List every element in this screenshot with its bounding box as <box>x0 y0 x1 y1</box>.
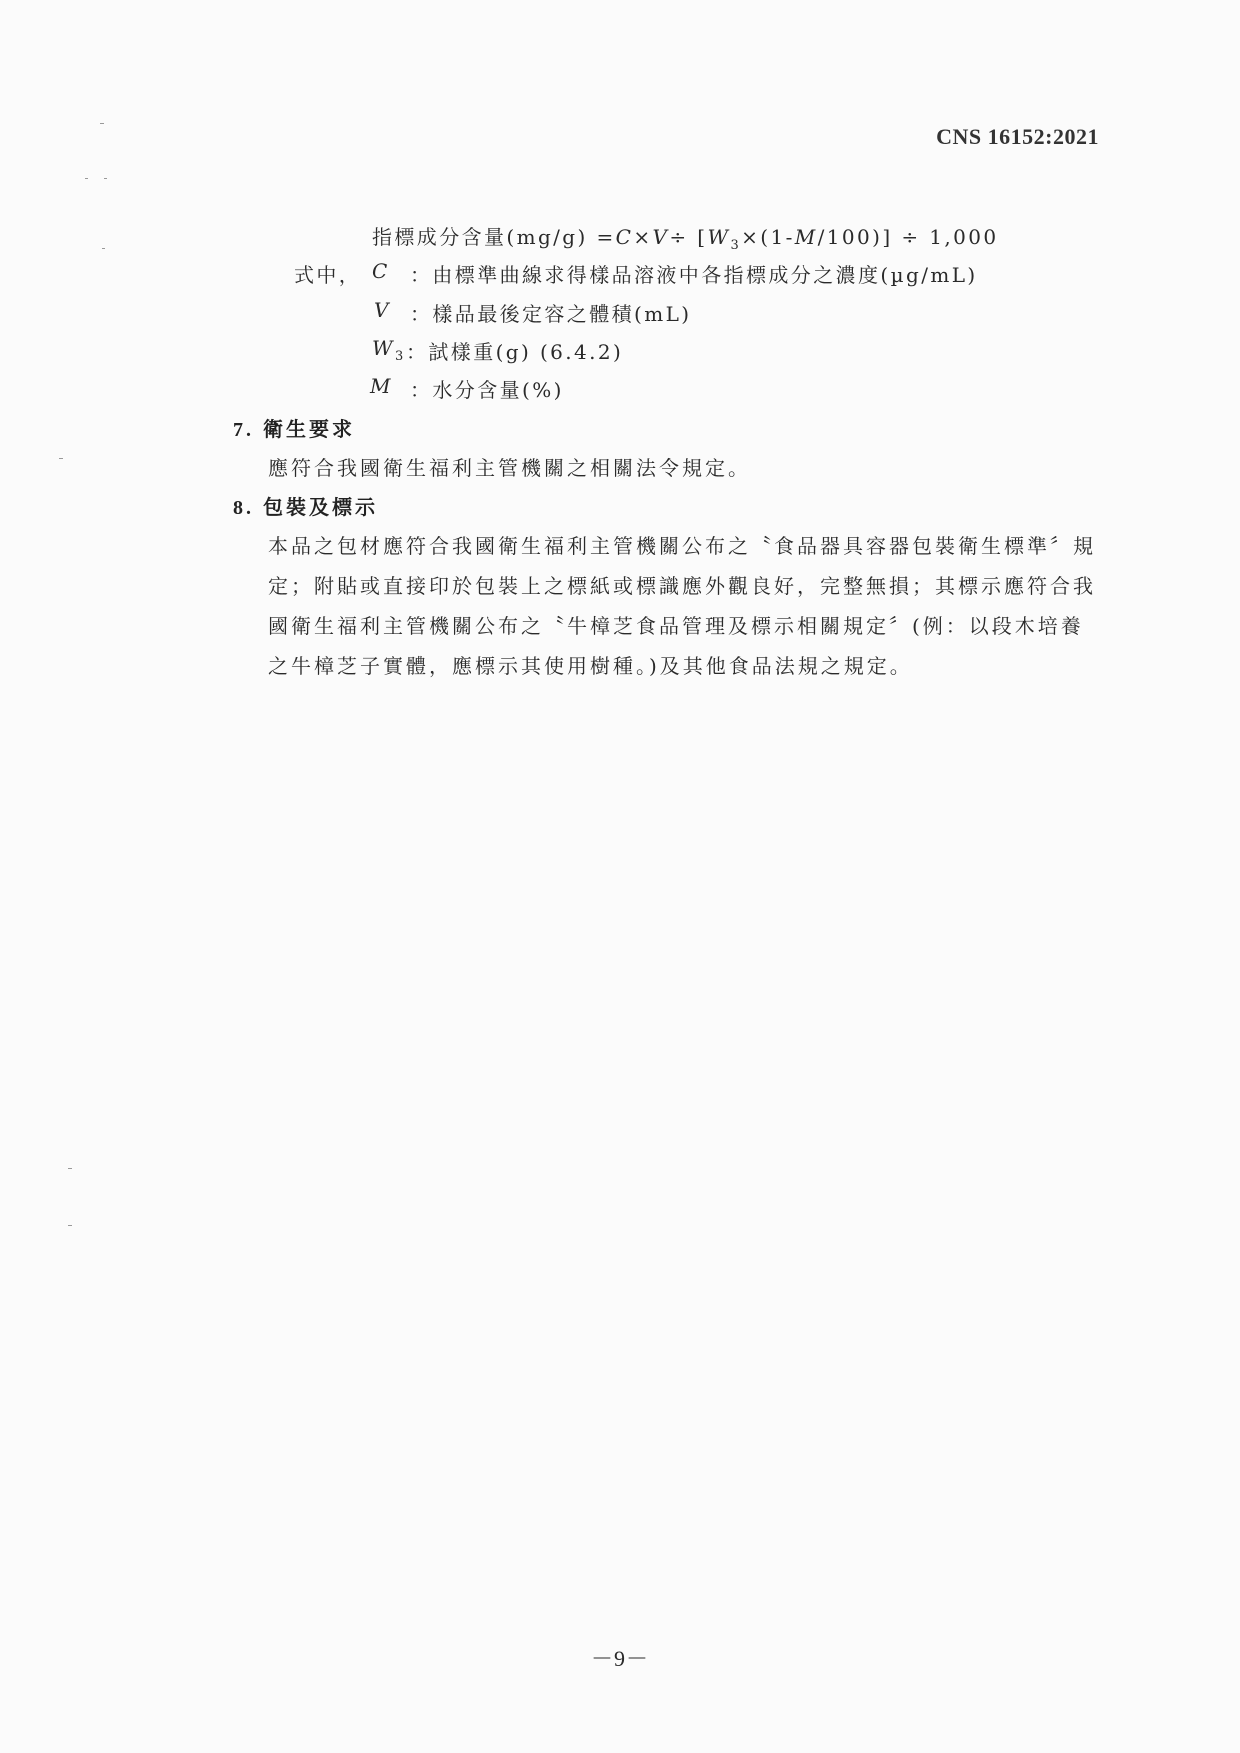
scan-speck <box>68 1168 72 1169</box>
section-heading-8 <box>233 491 378 520</box>
scan-speck <box>85 178 88 179</box>
section-body-line: 定；附貼或直接印於包裝上之標紙或標識應外觀良好，完整無損；其標示應符合我 <box>268 574 1096 598</box>
page-number: －9－ <box>590 1646 649 1671</box>
scan-speck <box>100 123 104 124</box>
where-row-c <box>0 259 1240 289</box>
formula-symbol-c: C <box>615 225 634 249</box>
formula-line <box>372 221 999 253</box>
section-body-line: 國衛生福利主管機關公布之〝牛樟芝食品管理及標示相關規定〞(例：以段木培養 <box>268 614 1084 638</box>
where-symbol: V <box>374 298 391 322</box>
where-row-v <box>0 298 1240 328</box>
where-symbol: M <box>370 374 393 398</box>
where-description: ：樣品最後定容之體積(mL) <box>410 302 692 326</box>
formula-label: 指標成分含量(mg/g) = <box>372 225 616 249</box>
where-label: 式中， <box>294 263 362 287</box>
formula-subscript: 3 <box>730 238 742 253</box>
formula-divide: ÷ [ <box>669 225 708 249</box>
scan-speck <box>104 178 107 179</box>
section-body-line: 本品之包材應符合我國衛生福利主管機關公布之〝食品器具容器包裝衛生標準〞規 <box>268 534 1096 558</box>
where-symbol-group <box>372 336 406 364</box>
standard-code: CNS 16152:2021 <box>936 124 1099 149</box>
where-symbol: W <box>372 336 395 360</box>
where-row-w3 <box>0 336 1240 366</box>
where-description: ：試樣重(g) (6.4.2) <box>406 340 624 364</box>
formula-times-2: ×(1- <box>741 225 795 249</box>
where-description: ：水分含量(%) <box>410 378 564 402</box>
scan-speck <box>102 248 105 249</box>
formula-symbol-w: W <box>707 225 731 249</box>
section-body-7: 應符合我國衛生福利主管機關之相關法令規定。 <box>268 456 751 480</box>
section-number: 7. <box>233 419 254 441</box>
section-number: 8. <box>233 497 254 519</box>
formula-symbol-v: V <box>652 225 670 249</box>
scan-speck <box>59 458 63 459</box>
section-title: 包裝及標示 <box>263 495 378 519</box>
section-body-line: 之牛樟芝子實體，應標示其使用樹種。)及其他食品法規之規定。 <box>268 654 913 678</box>
section-heading-7 <box>233 413 355 442</box>
formula-symbol-m: M <box>794 225 818 249</box>
where-symbol: C <box>372 259 390 283</box>
formula-tail: /100)] ÷ 1,000 <box>817 225 999 249</box>
scan-speck <box>68 1225 72 1226</box>
where-row-m <box>0 374 1240 404</box>
where-symbol-subscript: 3 <box>394 349 406 364</box>
formula-times: × <box>633 225 653 249</box>
section-title: 衛生要求 <box>263 417 355 441</box>
where-description: ：由標準曲線求得樣品溶液中各指標成分之濃度(µg/mL) <box>410 263 978 287</box>
